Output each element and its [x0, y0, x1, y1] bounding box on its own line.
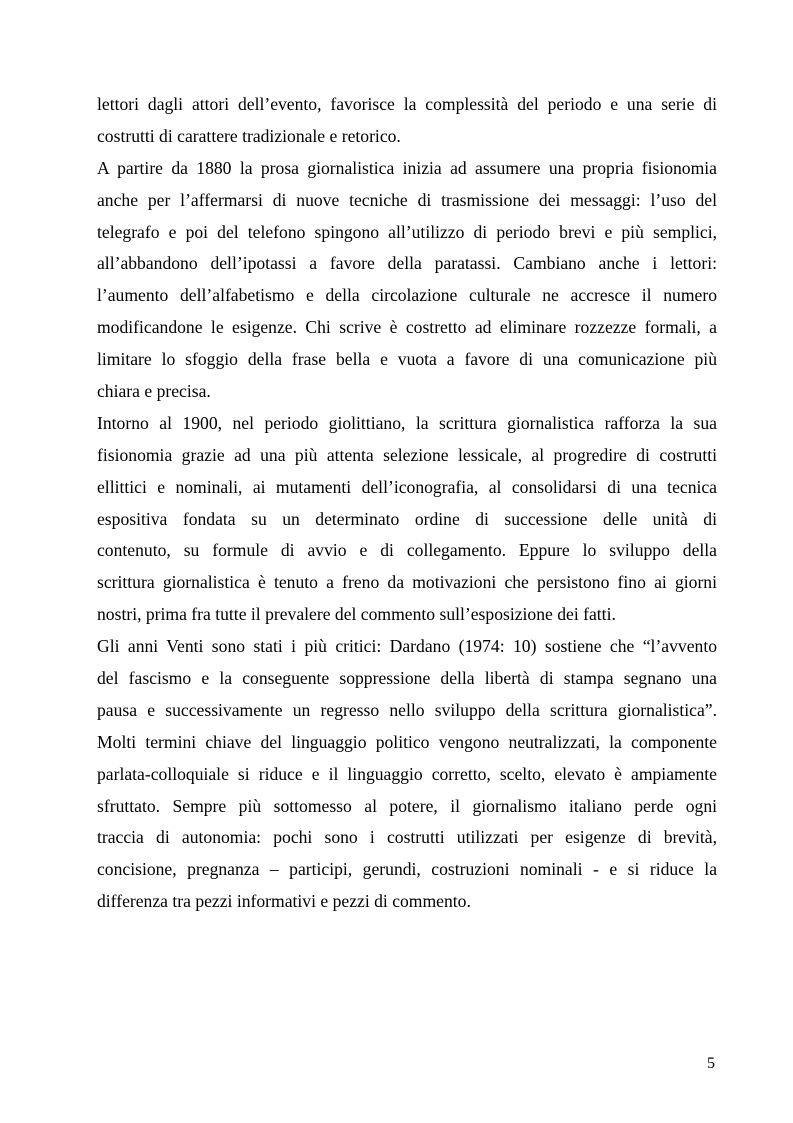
paragraph: [97, 408, 717, 631]
text-line: Molti termini chiave del linguaggio politico vengono neutralizzati, la componente: [97, 731, 717, 752]
paragraph: [97, 153, 717, 408]
text-line: sfruttato. Sempre più sottomesso al potere, il giornalismo italiano perde ogni: [97, 795, 717, 816]
text-line: anche per l’affermarsi di nuove tecniche di trasmissione dei messaggi: l’uso del: [97, 189, 717, 210]
paragraph: [97, 89, 717, 153]
text-line: contenuto, su formule di avvio e di collegamento. Eppure lo sviluppo della: [97, 540, 717, 561]
text-line: chiara e precisa.: [97, 381, 211, 402]
text-line: nostri, prima fra tutte il prevalere del commento sull’esposizione dei fatti.: [97, 604, 616, 625]
text-line: differenza tra pezzi informativi e pezzi di commento.: [97, 891, 471, 912]
text-line: A partire da 1880 la prosa giornalistica inizia ad assumere una propria fisionomia: [97, 157, 717, 178]
text-line: Intorno al 1900, nel periodo giolittiano, la scrittura giornalistica rafforza la sua: [97, 412, 717, 433]
text-line: modificandone le esigenze. Chi scrive è costretto ad eliminare rozzezze formali, a: [97, 317, 717, 338]
text-line: ellittici e nominali, ai mutamenti dell’iconografia, al consolidarsi di una tecnica: [97, 476, 717, 497]
text-line: espositiva fondata su un determinato ordine di successione delle unità di: [97, 508, 717, 529]
text-line: fisionomia grazie ad una più attenta selezione lessicale, al progredire di costrutti: [97, 444, 717, 465]
text-line: l’aumento dell’alfabetismo e della circolazione culturale ne accresce il numero: [97, 285, 717, 306]
text-line: del fascismo e la conseguente soppressione della libertà di stampa segnano una: [97, 668, 717, 689]
text-line: traccia di autonomia: pochi sono i costrutti utilizzati per esigenze di brevità,: [97, 827, 717, 848]
text-line: parlata-colloquiale si riduce e il linguaggio corretto, scelto, elevato è ampiamente: [97, 763, 717, 784]
text-line: pausa e successivamente un regresso nello sviluppo della scrittura giornalistica”.: [97, 699, 717, 720]
text-line: limitare lo sfoggio della frase bella e vuota a favore di una comunicazione più: [97, 349, 717, 370]
text-line: telegrafo e poi del telefono spingono all’utilizzo di periodo brevi e più semplici,: [97, 221, 717, 242]
text-line: Gli anni Venti sono stati i più critici: Dardano (1974: 10) sostiene che “l’avvento: [97, 636, 717, 657]
text-line: lettori dagli attori dell’evento, favorisce la complessità del periodo e una serie di: [97, 94, 717, 114]
text-line: concisione, pregnanza – participi, gerundi, costruzioni nominali - e si riduce la: [97, 859, 717, 880]
text-line: scrittura giornalistica è tenuto a freno da motivazioni che persistono fino ai giorni: [97, 572, 717, 593]
document-body: [97, 89, 717, 918]
page-number: 5: [707, 1055, 715, 1072]
text-line: costrutti di carattere tradizionale e retorico.: [97, 125, 401, 146]
text-line: all’abbandono dell’ipotassi a favore della paratassi. Cambiano anche i lettori:: [97, 253, 717, 274]
paragraph: [97, 631, 717, 918]
